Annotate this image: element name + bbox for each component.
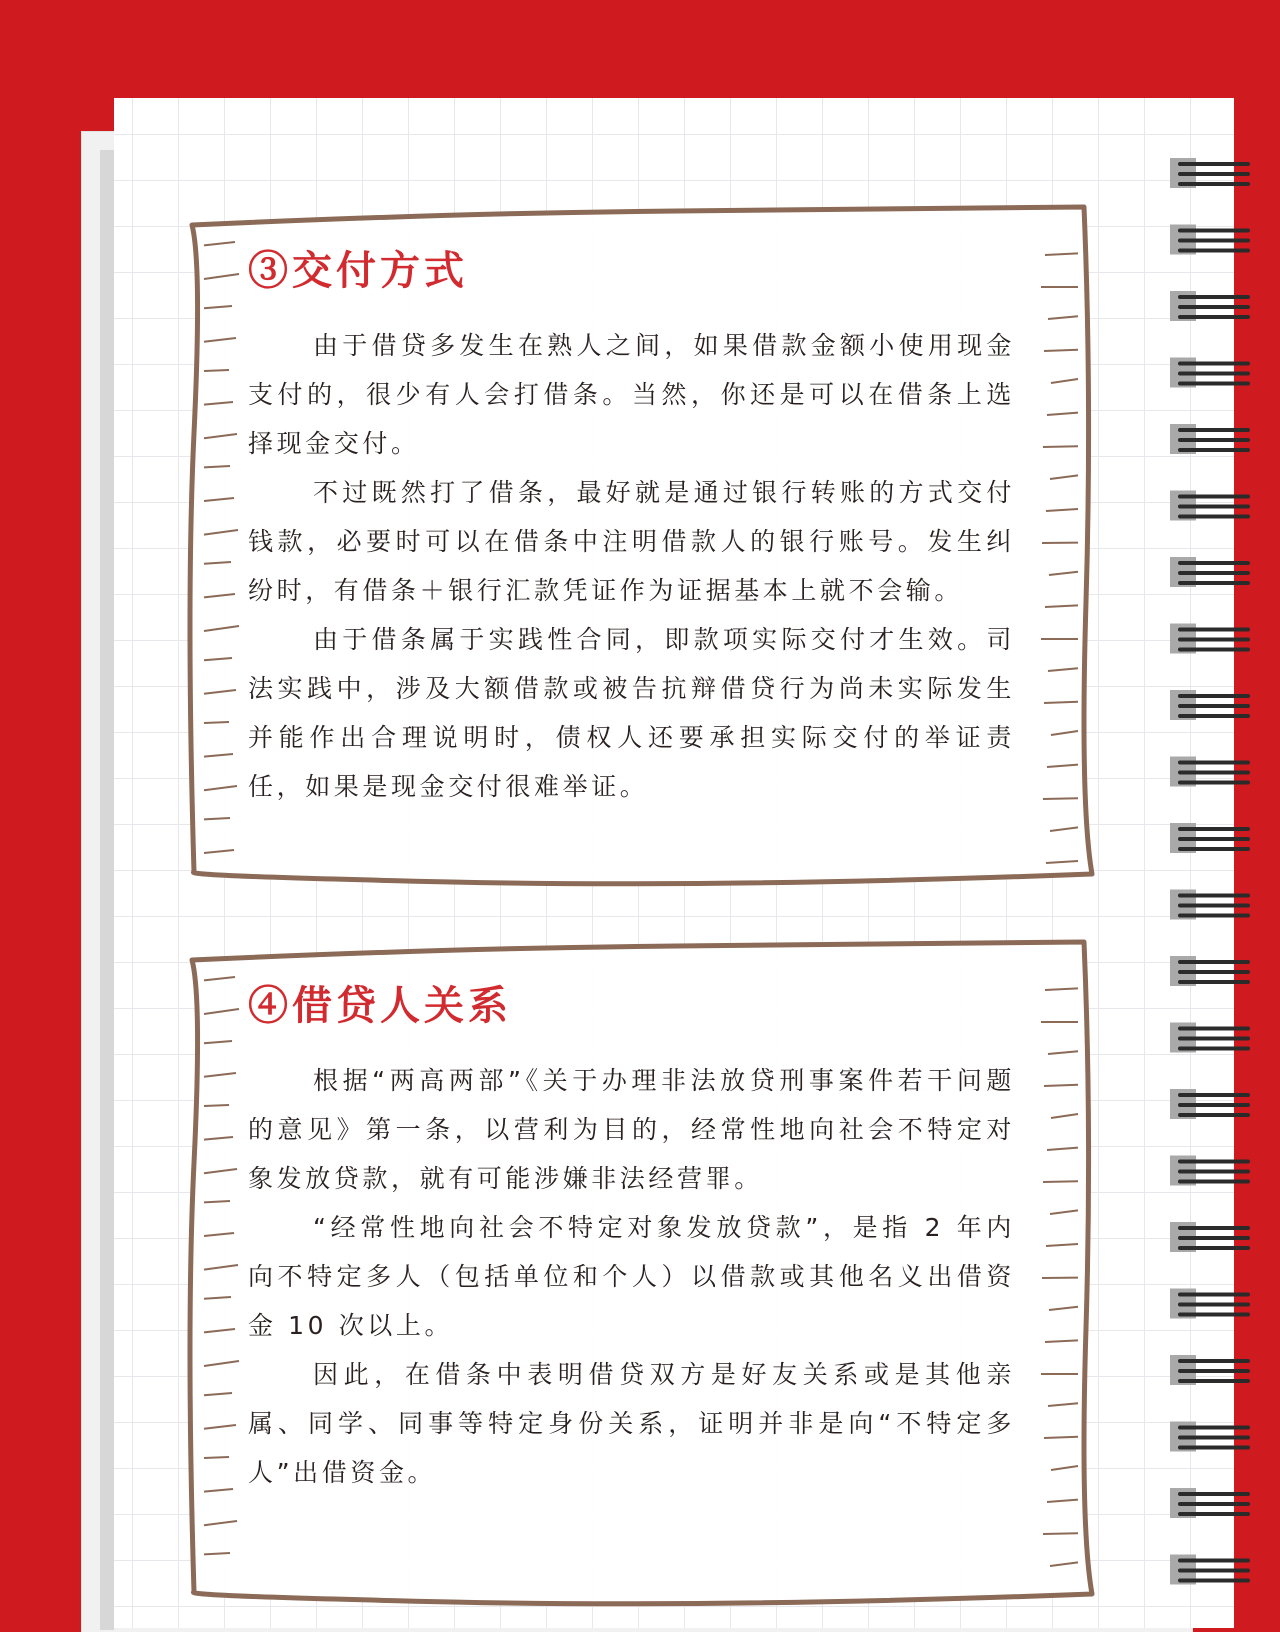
- spiral-ring: [1170, 158, 1250, 188]
- spiral-ring: [1170, 624, 1250, 654]
- paragraph: 由于借条属于实践性合同，即款项实际交付才生效。司法实践中，涉及大额借款或被告抗辩借贷行为尚未实际发生并能作出合理说明时，债权人还要承担实际交付的举证责任，如果是现金交付很难举证。: [248, 615, 1015, 811]
- paragraph: 由于借贷多发生在熟人之间，如果借款金额小使用现金支付的，很少有人会打借条。当然，你还是可以在借条上选择现金交付。: [248, 321, 1015, 468]
- section-title: ④借贷人关系: [248, 978, 1015, 1034]
- frame-tick: [204, 1553, 230, 1554]
- spiral-ring: [1170, 557, 1250, 587]
- frame-tick: [204, 1201, 230, 1202]
- spiral-ring: [1170, 225, 1250, 255]
- spiral-ring: [1170, 1156, 1250, 1186]
- paragraph: 根据“两高两部”《关于办理非法放贷刑事案件若干问题的意见》第一条，以营利为目的，经常性地向社会不特定对象发放贷款，就有可能涉嫌非法经营罪。: [248, 1056, 1015, 1203]
- frame-tick: [1043, 798, 1078, 799]
- card-borrower-relationship: [190, 940, 1090, 1600]
- spiral-ring: [1170, 424, 1250, 454]
- spiral-ring: [1170, 291, 1250, 321]
- spiral-binding: [1170, 150, 1280, 1590]
- back-sheet-edge: [100, 150, 114, 1630]
- spiral-ring: [1170, 1222, 1250, 1252]
- frame-tick: [204, 818, 230, 819]
- frame-tick: [1043, 1533, 1078, 1534]
- frame-tick: [204, 1105, 229, 1106]
- spiral-ring: [1170, 890, 1250, 920]
- frame-tick: [204, 722, 229, 723]
- frame-tick: [1044, 1085, 1078, 1086]
- paragraph: 不过既然打了借条，最好就是通过银行转账的方式交付钱款，必要时可以在借条中注明借款人的银行账号。发生纠纷时，有借条＋银行汇款凭证作为证据基本上就不会输。: [248, 468, 1015, 615]
- frame-tick: [1044, 1437, 1078, 1438]
- spiral-ring: [1170, 823, 1250, 853]
- spiral-ring: [1170, 1089, 1250, 1119]
- frame-tick: [204, 1457, 229, 1458]
- frame-tick: [1043, 446, 1078, 447]
- frame-tick: [1044, 350, 1078, 351]
- card-content: [248, 243, 1015, 811]
- spiral-ring: [1170, 1023, 1250, 1053]
- spiral-ring: [1170, 1488, 1250, 1518]
- card-content: [248, 978, 1015, 1497]
- spiral-ring: [1170, 491, 1250, 521]
- paragraph: 因此，在借条中表明借贷双方是好友关系或是其他亲属、同学、同事等特定身份关系，证明并非是向“不特定多人”出借资金。: [248, 1350, 1015, 1497]
- spiral-ring: [1170, 956, 1250, 986]
- spiral-ring: [1170, 1422, 1250, 1452]
- card-delivery-method: [190, 205, 1090, 880]
- frame-tick: [204, 370, 229, 371]
- frame-tick: [204, 466, 230, 467]
- spiral-ring: [1170, 1355, 1250, 1385]
- paragraph: “经常性地向社会不特定对象发放贷款”，是指 2 年内向不特定多人（包括单位和个人）以借款或其他名义出借资金 10 次以上。: [248, 1203, 1015, 1350]
- section-title: ③交付方式: [248, 243, 1015, 299]
- spiral-ring: [1170, 1555, 1250, 1585]
- spiral-ring: [1170, 757, 1250, 787]
- spiral-ring: [1170, 358, 1250, 388]
- spiral-ring: [1170, 690, 1250, 720]
- frame-tick: [1044, 702, 1078, 703]
- frame-tick: [1043, 1181, 1078, 1182]
- spiral-ring: [1170, 1289, 1250, 1319]
